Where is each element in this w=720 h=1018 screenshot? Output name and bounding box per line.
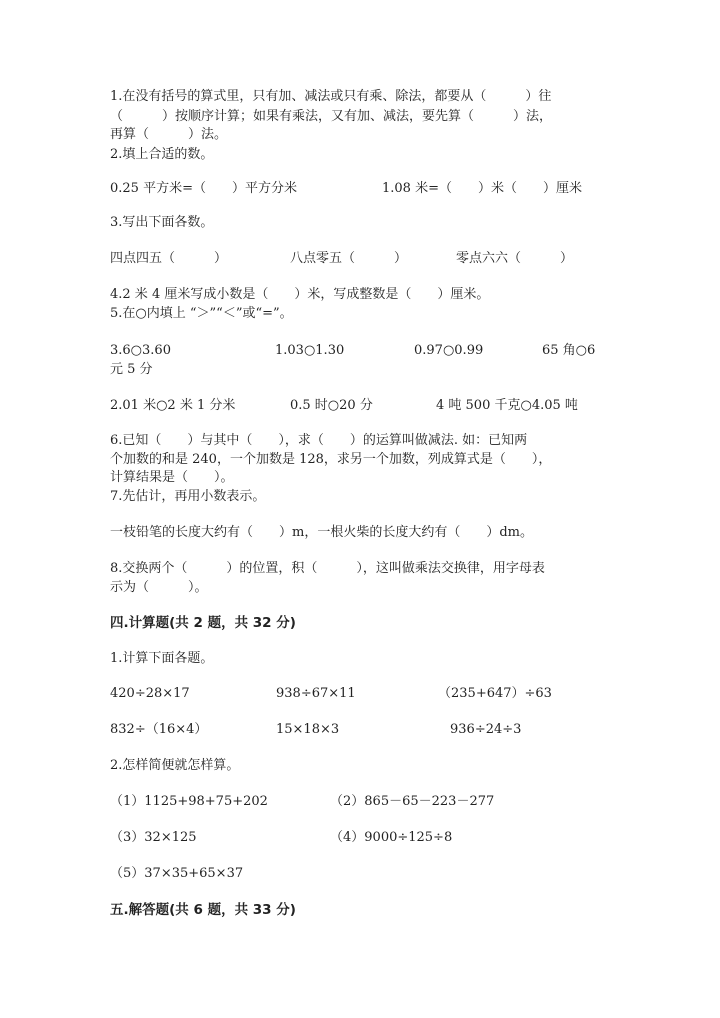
q5-compare-7: 4 吨 500 千克○4.05 吨 xyxy=(436,398,578,413)
q5-compare-2: 1.03○1.30 xyxy=(275,343,345,358)
calc-2-item-3: （3）32×125 xyxy=(110,830,197,845)
q8-line1: 8.交换两个（ ）的位置，积（ ），这叫做乘法交换律，用字母表 xyxy=(110,561,545,576)
q3-item-a: 四点四五（ ） xyxy=(110,251,228,266)
q2-item-a: 0.25 平方米=（ ）平方分米 xyxy=(110,181,297,196)
section-4-heading: 四.计算题(共 2 题，共 32 分) xyxy=(110,615,296,631)
q3-item-b: 八点零五（ ） xyxy=(290,251,408,266)
calc-2-item-5: （5）37×35+65×37 xyxy=(110,866,244,881)
calc-1-item-5: 15×18×3 xyxy=(276,722,340,737)
calc-2-item-2: （2）865－65－223－277 xyxy=(330,794,495,809)
q7-text: 一枝铅笔的长度大约有（ ）m，一根火柴的长度大约有（ ）dm。 xyxy=(110,525,533,540)
q7-title: 7.先估计，再用小数表示。 xyxy=(110,489,266,504)
q5-compare-1: 3.6○3.60 xyxy=(110,343,171,358)
q5-compare-4: 65 角○6 xyxy=(542,343,596,358)
q5-compare-4-cont: 元 5 分 xyxy=(110,362,153,377)
calc-2-item-4: （4）9000÷125÷8 xyxy=(330,830,453,845)
calc-2-item-1: （1）1125+98+75+202 xyxy=(110,794,268,809)
q6-line3: 计算结果是（ ）。 xyxy=(110,470,234,485)
q3-item-c: 零点六六（ ） xyxy=(456,251,574,266)
calc-1-title: 1.计算下面各题。 xyxy=(110,651,214,666)
q2-title: 2.填上合适的数。 xyxy=(110,147,214,162)
section-5-heading: 五.解答题(共 6 题，共 33 分) xyxy=(110,902,296,918)
q5-compare-5: 2.01 米○2 米 1 分米 xyxy=(110,398,236,413)
calc-1-item-4: 832÷（16×4） xyxy=(110,722,208,737)
q5-compare-6: 0.5 时○20 分 xyxy=(290,398,373,413)
q1-line1: 1.在没有括号的算式里，只有加、减法或只有乘、除法，都要从（ ）往 xyxy=(110,89,552,104)
q1-line3: 再算（ ）法。 xyxy=(110,127,228,142)
q1-line2: （ ）按顺序计算；如果有乘法，又有加、减法，要先算（ ）法， xyxy=(110,109,553,124)
q2-item-b: 1.08 米=（ ）米（ ）厘米 xyxy=(382,181,582,196)
q5-title: 5.在○内填上 “＞”“＜”或“=”。 xyxy=(110,306,293,321)
q5-compare-3: 0.97○0.99 xyxy=(414,343,484,358)
q6-line1: 6.已知（ ）与其中（ ），求（ ）的运算叫做减法. 如：已知两 xyxy=(110,433,528,448)
calc-2-title: 2.怎样简便就怎样算。 xyxy=(110,758,240,773)
calc-1-item-2: 938÷67×11 xyxy=(276,686,356,701)
calc-1-item-1: 420÷28×17 xyxy=(110,686,190,701)
calc-1-item-3: （235+647）÷63 xyxy=(438,686,552,701)
q3-title: 3.写出下面各数。 xyxy=(110,215,214,230)
q8-line2: 示为（ ）。 xyxy=(110,580,208,595)
q4-text: 4.2 米 4 厘米写成小数是（ ）米，写成整数是（ ）厘米。 xyxy=(110,287,490,302)
q6-line2: 个加数的和是 240，一个加数是 128，求另一个加数，列成算式是（ ）， xyxy=(110,452,552,467)
calc-1-item-6: 936÷24÷3 xyxy=(450,722,522,737)
